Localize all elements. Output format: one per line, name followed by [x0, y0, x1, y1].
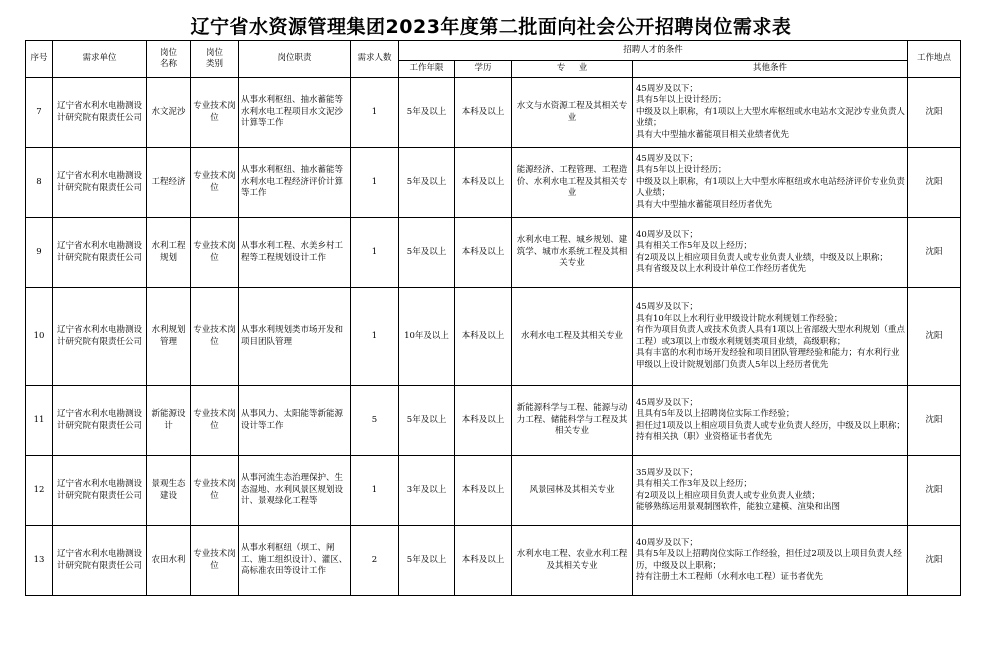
- cell-other: [633, 148, 908, 218]
- cell-unit: 辽宁省水利水电勘测设计研究院有限责任公司: [53, 288, 147, 386]
- condition-line: 具有相关工作3年及以上经历；: [636, 479, 752, 489]
- cell-post-type: 专业技术岗位: [191, 526, 239, 596]
- cell-unit: 辽宁省水利水电勘测设计研究院有限责任公司: [53, 456, 147, 526]
- cell-edu: 本科及以上: [455, 526, 512, 596]
- cell-location: 沈阳: [908, 148, 961, 218]
- condition-line: 中级及以上职称，有1项以上大中型水库枢纽或水电站经济评价专业负责人业绩；: [636, 176, 905, 199]
- cell-other: [633, 288, 908, 386]
- cell-seq: 12: [26, 456, 53, 526]
- cell-edu: 本科及以上: [455, 218, 512, 288]
- cell-post-type: 专业技术岗位: [191, 386, 239, 456]
- cell-post-type: 专业技术岗位: [191, 78, 239, 148]
- cell-other: [633, 386, 908, 456]
- condition-line: 具有丰富的水利市场开发经验和项目团队管理经验和能力；有水利行业甲级以上设计院规划部门负责人5年以上经历者优先: [636, 348, 900, 370]
- cell-major: 水利水电工程、农业水利工程及其相关专业: [512, 526, 633, 596]
- cell-major: 水利水电工程、城乡规划、建筑学、城市水系统工程及其相关专业: [512, 218, 633, 288]
- cell-major: 水利水电工程及其相关专业: [512, 288, 633, 386]
- cell-count: 1: [351, 148, 399, 218]
- cell-other: [633, 78, 908, 148]
- cell-duty: 从事风力、太阳能等新能源设计等工作: [239, 386, 351, 456]
- cell-duty: 从事水利枢纽、抽水蓄能等水利水电工程经济评价计算等工作: [239, 148, 351, 218]
- table-row: [26, 456, 961, 526]
- cell-seq: 13: [26, 526, 53, 596]
- cell-major: 能源经济、工程管理、工程造价、水利水电工程及其相关专业: [512, 148, 633, 218]
- cell-seq: 9: [26, 218, 53, 288]
- condition-line: 45周岁及以下；: [636, 302, 698, 312]
- table-row: [26, 148, 961, 218]
- condition-line: 担任过1项及以上相应项目负责人或专业负责人经历，中级及以上职称；: [636, 420, 905, 431]
- condition-line: 具有大中型抽水蓄能项目经历者优先: [636, 199, 773, 210]
- cell-post-name: 景观生态建设: [147, 456, 191, 526]
- cell-duty: 从事河流生态治理保护、生态湿地、水利风景区规划设计、景观绿化工程等: [239, 456, 351, 526]
- condition-line: 持有相关执（职）业资格证书者优先: [636, 432, 773, 442]
- cell-post-type: 专业技术岗位: [191, 148, 239, 218]
- cell-unit: 辽宁省水利水电勘测设计研究院有限责任公司: [53, 148, 147, 218]
- condition-line: 40周岁及以下；: [636, 537, 698, 548]
- table-row: [26, 218, 961, 288]
- table-row: [26, 78, 961, 148]
- cell-seq: 7: [26, 78, 53, 148]
- cell-post-name: 新能源设计: [147, 386, 191, 456]
- recruitment-table: [25, 40, 961, 596]
- table-row: [26, 288, 961, 386]
- cell-post-name: 农田水利: [147, 526, 191, 596]
- cell-post-name: 水利规划管理: [147, 288, 191, 386]
- header-duty: 岗位职责: [239, 41, 351, 78]
- cell-years: 5年及以上: [399, 218, 455, 288]
- cell-unit: 辽宁省水利水电勘测设计研究院有限责任公司: [53, 78, 147, 148]
- header-location: 工作地点: [908, 41, 961, 78]
- cell-duty: 从事水利枢纽、抽水蓄能等水利水电工程项目水文泥沙计算等工作: [239, 78, 351, 148]
- cell-years: 5年及以上: [399, 526, 455, 596]
- cell-duty: 从事水利规划类市场开发和项目团队管理: [239, 288, 351, 386]
- cell-unit: 辽宁省水利水电勘测设计研究院有限责任公司: [53, 218, 147, 288]
- condition-line: 45周岁及以下；: [636, 153, 698, 164]
- table-row: [26, 386, 961, 456]
- condition-line: 能够熟练运用景观制图软件，能独立建模、渲染和出图: [636, 502, 841, 512]
- page-title: 辽宁省水资源管理集团2023年度第二批面向社会公开招聘岗位需求表: [190, 16, 792, 38]
- header-years: 工作年限: [399, 61, 455, 78]
- cell-unit: 辽宁省水利水电勘测设计研究院有限责任公司: [53, 526, 147, 596]
- cell-major: 新能源科学与工程、能源与动力工程、储能科学与工程及其相关专业: [512, 386, 633, 456]
- cell-years: 5年及以上: [399, 148, 455, 218]
- cell-location: 沈阳: [908, 456, 961, 526]
- condition-line: 具有5年以上设计经历；: [636, 95, 727, 106]
- header-edu: 学历: [455, 61, 512, 78]
- cell-post-type: 专业技术岗位: [191, 456, 239, 526]
- header-post-type: 岗位 类别: [191, 41, 239, 78]
- cell-count: 1: [351, 218, 399, 288]
- cell-other: [633, 456, 908, 526]
- condition-line: 40周岁及以下；: [636, 229, 698, 240]
- cell-post-type: 专业技术岗位: [191, 218, 239, 288]
- cell-post-type: 专业技术岗位: [191, 288, 239, 386]
- cell-location: 沈阳: [908, 386, 961, 456]
- cell-major: 风景园林及其相关专业: [512, 456, 633, 526]
- cell-years: 10年及以上: [399, 288, 455, 386]
- cell-count: 2: [351, 526, 399, 596]
- header-unit: 需求单位: [53, 41, 147, 78]
- cell-count: 1: [351, 288, 399, 386]
- condition-line: 具有相关工作5年及以上经历；: [636, 241, 752, 251]
- cell-edu: 本科及以上: [455, 148, 512, 218]
- condition-line: 有2项及以上相应项目负责人或专业负责人业绩；: [636, 490, 820, 501]
- header-other: 其他条件: [633, 61, 908, 78]
- cell-count: 1: [351, 456, 399, 526]
- condition-line: 有2项及以上相应项目负责人或专业负责人业绩，中级及以上职称；: [636, 252, 888, 263]
- condition-line: 且具有5年及以上招聘岗位实际工作经验；: [636, 409, 795, 419]
- cell-major: 水文与水资源工程及其相关专业: [512, 78, 633, 148]
- header-post-name: 岗位 名称: [147, 41, 191, 78]
- cell-post-name: 工程经济: [147, 148, 191, 218]
- condition-line: 持有注册土木工程师（水利水电工程）证书者优先: [636, 572, 824, 582]
- cell-seq: 11: [26, 386, 53, 456]
- cell-post-name: 水文泥沙: [147, 78, 191, 148]
- condition-line: 具有5年及以上招聘岗位实际工作经验，担任过2项及以上项目负责人经历，中级及以上职称；: [636, 549, 902, 571]
- cell-years: 3年及以上: [399, 456, 455, 526]
- condition-line: 具有大中型抽水蓄能项目相关业绩者优先: [636, 129, 790, 140]
- cell-duty: 从事水利枢纽（坝工、闸工、施工组织设计）、灌区、高标准农田等设计工作: [239, 526, 351, 596]
- cell-edu: 本科及以上: [455, 288, 512, 386]
- cell-count: 5: [351, 386, 399, 456]
- cell-years: 5年及以上: [399, 386, 455, 456]
- condition-line: 具有5年以上设计经历；: [636, 165, 727, 176]
- condition-line: 45周岁及以下；: [636, 83, 698, 94]
- table-row: [26, 526, 961, 596]
- cell-location: 沈阳: [908, 288, 961, 386]
- cell-duty: 从事水利工程、水美乡村工程等工程规划设计工作: [239, 218, 351, 288]
- cell-edu: 本科及以上: [455, 386, 512, 456]
- condition-line: 35周岁及以下；: [636, 467, 698, 478]
- cell-other: [633, 218, 908, 288]
- header-major: 专 业: [512, 61, 633, 78]
- cell-location: 沈阳: [908, 218, 961, 288]
- cell-location: 沈阳: [908, 78, 961, 148]
- header-count: 需求人数: [351, 41, 399, 78]
- cell-seq: 10: [26, 288, 53, 386]
- condition-line: 具有10年以上水利行业甲级设计院水利规划工作经验；: [636, 313, 843, 324]
- condition-line: 具有省级及以上水利设计单位工作经历者优先: [636, 264, 807, 274]
- header-conditions: 招聘人才的条件: [399, 41, 908, 61]
- cell-edu: 本科及以上: [455, 456, 512, 526]
- cell-count: 1: [351, 78, 399, 148]
- header-seq: 序号: [26, 41, 53, 78]
- cell-location: 沈阳: [908, 526, 961, 596]
- condition-line: 有作为项目负责人或技术负责人具有1项以上省部级大型水利规划（重点工程）或3项以上市级水利规划类项目业绩，高级职称；: [636, 325, 905, 347]
- cell-edu: 本科及以上: [455, 78, 512, 148]
- condition-line: 中级及以上职称，有1项以上大型水库枢纽或水电站水文泥沙专业负责人业绩；: [636, 106, 905, 129]
- cell-unit: 辽宁省水利水电勘测设计研究院有限责任公司: [53, 386, 147, 456]
- condition-line: 45周岁及以下；: [636, 397, 698, 408]
- cell-years: 5年及以上: [399, 78, 455, 148]
- cell-seq: 8: [26, 148, 53, 218]
- cell-other: [633, 526, 908, 596]
- cell-post-name: 水利工程规划: [147, 218, 191, 288]
